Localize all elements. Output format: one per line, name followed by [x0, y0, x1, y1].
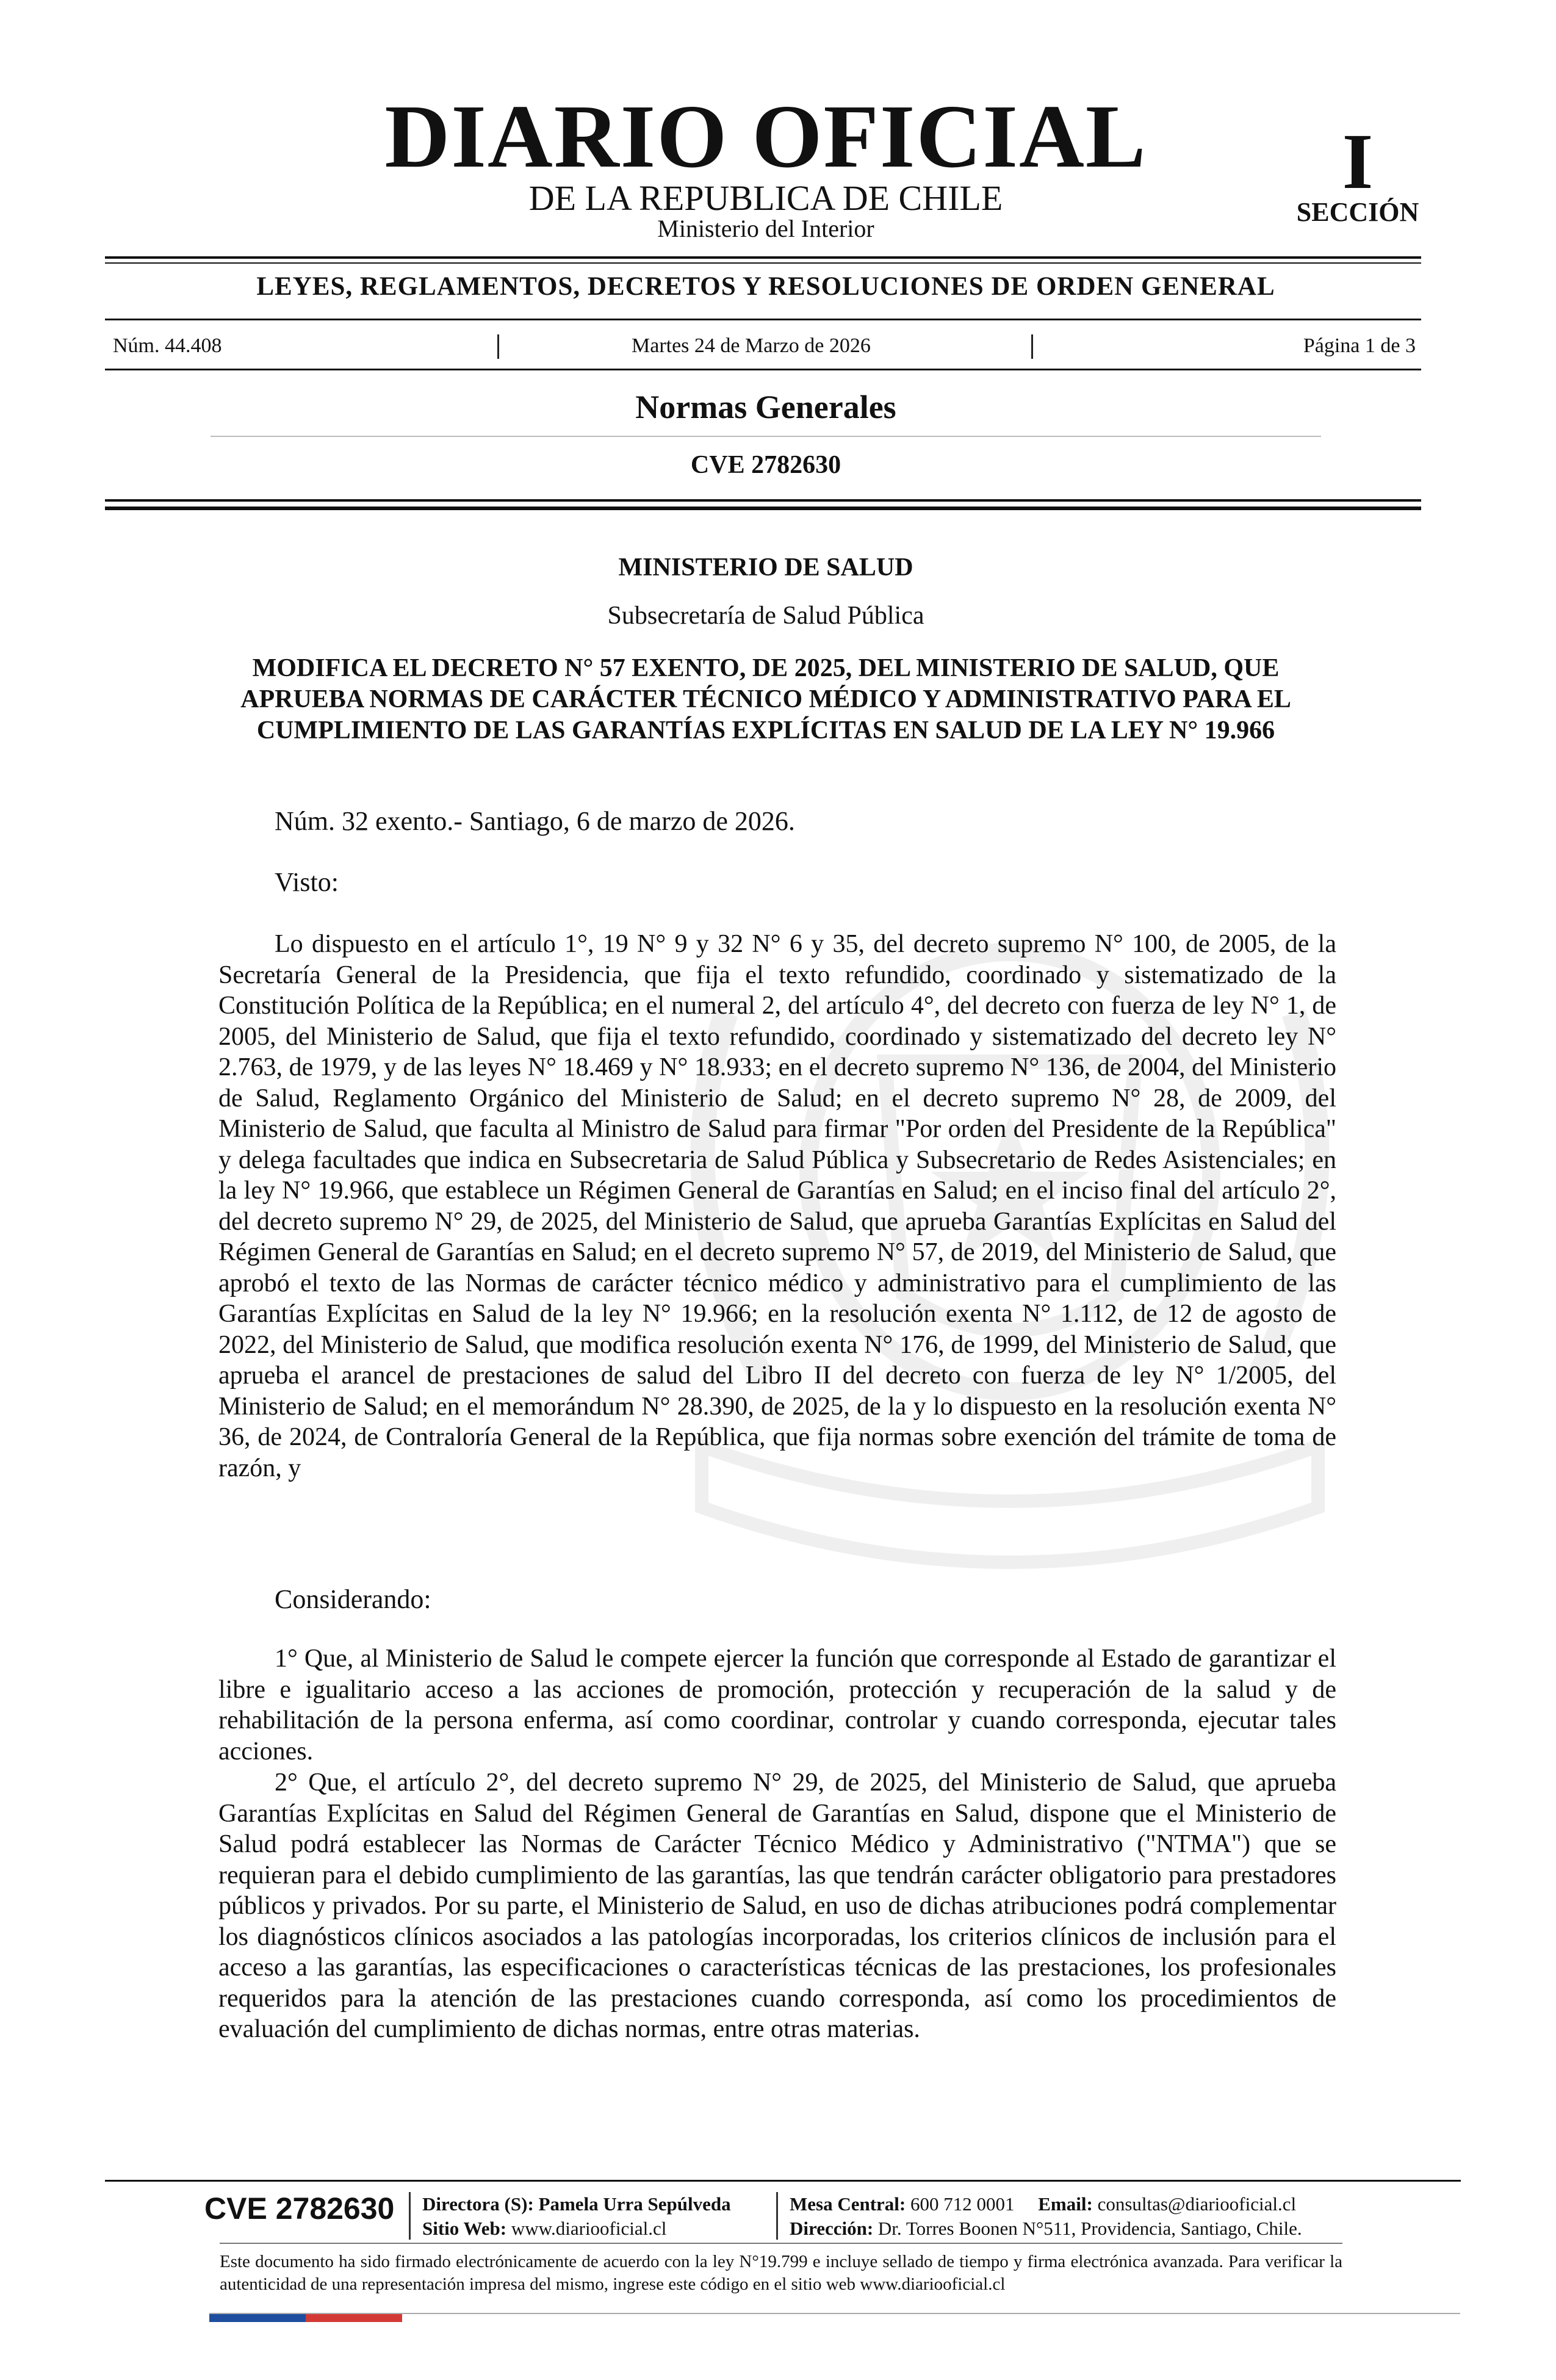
considerando-paragraph-2: 2° Que, el artículo 2°, del decreto supremo N° 29, de 2025, del Ministerio de Salud, que aprueba Garantías Explícitas en Salud del Régimen General de Garantías en Salud, dispone que el Ministerio de Salud podrá establecer las Normas de Carácter Técnico Médico y Administrativo ("NTMA") que se requieran para el debido cumplimiento de las garantías, las que tendrán carácter obligatorio para prestadores públicos y privados. Por su parte, el Ministerio de Salud, en uso de dichas atribuciones podrá complementar los diagnósticos clínicos asociados a las patologías incorporadas, los criterios clínicos de inclusión para el acceso a las garantías, las especificaciones o características técnicas de las prestaciones, los profesionales requeridos para la atención de las prestaciones cuando corresponda, así como los procedimientos de evaluación del cumplimiento de dichas normas, entre otras materias. [218, 1769, 1336, 2043]
decree-number-line: Núm. 32 exento.- Santiago, 6 de marzo de 2026. [275, 806, 795, 836]
header-double-rule-1 [105, 499, 1421, 502]
masthead-subtitle: DE LA REPUBLICA DE CHILE [528, 178, 1003, 218]
info-separator [1031, 334, 1033, 359]
considerando-paragraph-1: 1° Que, al Ministerio de Salud le compete ejercer la función que corresponde al Estado de garantizar el libre e igualitario acceso a las acciones de promoción, protección y recuperación de la salud y de rehabilitación de la persona enferma, así como coordinar, controlar y cuando corresponda, ejecutar tales acciones. [218, 1645, 1336, 1765]
web-link[interactable]: www.diariooficial.cl [511, 2218, 667, 2239]
header-double-rule-2 [105, 507, 1421, 510]
footer-separator [409, 2192, 411, 2240]
phone-value: 600 712 0001 [910, 2193, 1015, 2215]
issue-date: Martes 24 de Marzo de 2026 [632, 334, 871, 357]
info-separator [497, 334, 499, 359]
decree-title: MODIFICA EL DECRETO N° 57 EXENTO, DE 2025, DEL MINISTERIO DE SALUD, QUE APRUEBA NORMAS DE CARÁCTER TÉCNICO MÉDICO Y ADMINISTRATIVO PARA EL CUMPLIMIENTO DE LAS GARANTÍAS EXPLÍCITAS EN SALUD DE LA LEY N° 19.966 [240, 654, 1291, 745]
footer-director-block [422, 2192, 731, 2241]
flag-stripe-red [306, 2314, 402, 2322]
issue-info-bar [113, 334, 1416, 359]
footer-separator [776, 2192, 778, 2240]
visto-label: Visto: [275, 867, 339, 897]
cve-code: CVE 2782630 [690, 451, 841, 479]
email-label: Email: [1038, 2193, 1093, 2215]
footer-rule-mid [220, 2243, 1342, 2244]
section-heading-rule [211, 436, 1321, 437]
masthead-rule-top [105, 256, 1421, 259]
director-label: Directora (S): [422, 2193, 534, 2215]
footer-legal-notice: Este documento ha sido firmado electrónicamente de acuerdo con la ley N°19.799 e incluye sellado de tiempo y firma electrónica avanzada. Para verificar la autenticidad de una representación impresa del mismo, ingrese este código en el sitio web www.diariooficial.cl [220, 2252, 1342, 2294]
section-label: SECCIÓN [1296, 197, 1419, 227]
footer-rule-top [105, 2180, 1461, 2182]
ministry-heading: MINISTERIO DE SALUD [618, 554, 913, 582]
category-rule [105, 319, 1421, 320]
web-label: Sitio Web: [422, 2218, 507, 2239]
category-heading: LEYES, REGLAMENTOS, DECRETOS Y RESOLUCIONES DE ORDEN GENERAL [256, 272, 1275, 301]
info-bar-rule [105, 369, 1421, 370]
director-name: Pamela Urra Sepúlveda [538, 2193, 731, 2215]
masthead-ministry: Ministerio del Interior [657, 215, 874, 242]
footer-cve-code: CVE 2782630 [204, 2191, 395, 2226]
considerando-label: Considerando: [275, 1584, 431, 1614]
address-value: Dr. Torres Boonen N°511, Providencia, Santiago, Chile. [877, 2218, 1302, 2239]
masthead-title: DIARIO OFICIAL [384, 87, 1147, 187]
section-roman-numeral: I [1342, 118, 1374, 206]
issue-number: Núm. 44.408 [113, 334, 222, 357]
visto-paragraph: Lo dispuesto en el artículo 1°, 19 N° 9 y 32 N° 6 y 35, del decreto supremo N° 100, de 2005, de la Secretaría General de la Presidencia, que fija el texto refundido, coordinado y sistematizado de la Constitución Política de la República; en el numeral 2, del artículo 4°, del decreto con fuerza de ley N° 1, de 2005, del Ministerio de Salud, que fija el texto refundido, coordinado y sistematizado del decreto ley N° 2.763, de 1979, y de las leyes N° 18.469 y N° 18.933; en el decreto supremo N° 136, de 2004, del Ministerio de Salud, Reglamento Orgánico del Ministerio de Salud; en el decreto supremo N° 28, de 2009, del Ministerio de Salud, que faculta al Ministro de Salud para firmar "Por orden del Presidente de la República" y delega facultades que indica en Subsecretaria de Salud Pública y Subsecretario de Redes Asistenciales; en la ley N° 19.966, que establece un Régimen General de Garantías en Salud; en el inciso final del artículo 2°, del decreto supremo N° 29, de 2025, del Ministerio de Salud, que aprueba Garantías Explícitas en Salud del Régimen General de Garantías en Salud; en el decreto supremo N° 57, de 2019, del Ministerio de Salud, que aprobó el texto de las Normas de carácter técnico médico y administrativo para el cumplimiento de las Garantías Explícitas en Salud de la ley N° 19.966; en la resolución exenta N° 1.112, de 12 de agosto de 2022, del Ministerio de Salud, que modifica resolución exenta N° 176, de 1999, del Ministerio de Salud, que aprueba el arancel de prestaciones de salud del Libro II del decreto con fuerza de ley N° 1/2005, del Ministerio de Salud; en el memorándum N° 28.390, de 2025, de la y lo dispuesto en la resolución exenta N° 36, de 2024, de Contraloría General de la República, que fija normas sobre exención del trámite de toma de razón, y [218, 930, 1336, 1482]
section-heading: Normas Generales [635, 389, 896, 425]
email-link[interactable]: consultas@diariooficial.cl [1097, 2193, 1297, 2215]
footer-contact-block [790, 2192, 1400, 2241]
address-label: Dirección: [790, 2218, 874, 2239]
masthead-rule-top-thin [105, 262, 1421, 264]
subsecretaria-heading: Subsecretaría de Salud Pública [607, 602, 924, 630]
flag-stripe-blue [209, 2314, 306, 2322]
page-indicator: Página 1 de 3 [1303, 334, 1416, 357]
phone-label: Mesa Central: [790, 2193, 906, 2215]
